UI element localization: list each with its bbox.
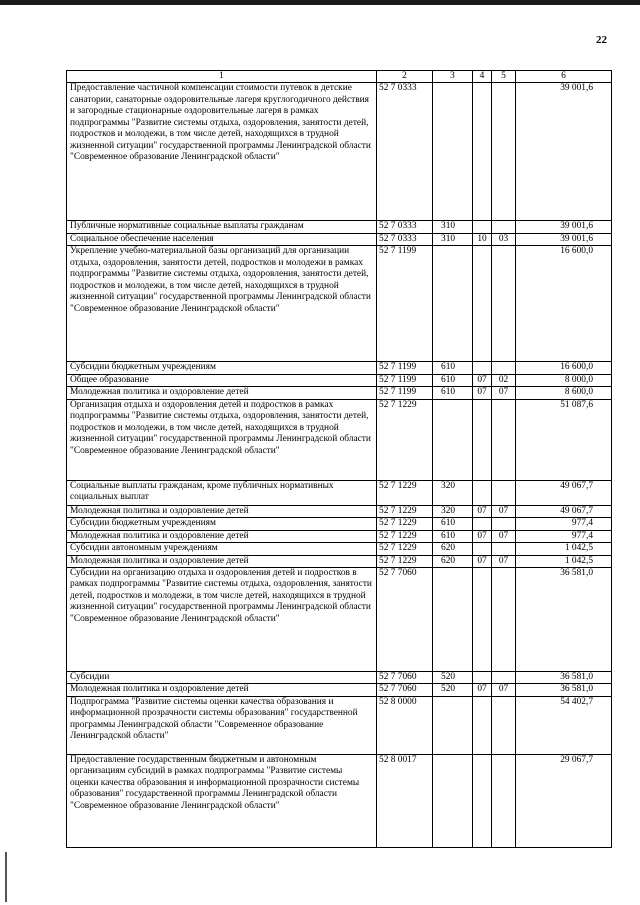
row-code-cell: 52 7 0333 [377,221,433,233]
row-subsection-cell: 07 [492,684,516,696]
row-code-cell: 52 7 1199 [377,246,433,362]
row-expense-type-cell [433,567,473,671]
row-section-cell [473,754,492,847]
row-code-cell: 52 7 1199 [377,387,433,399]
row-amount-cell: 51 087,6 [516,399,612,480]
column-header: 4 [473,71,492,83]
row-expense-type-cell: 320 [433,480,473,505]
row-subsection-cell: 07 [492,530,516,542]
row-expense-type-cell: 310 [433,233,473,245]
table-row [67,696,612,754]
table-row [67,480,612,505]
table-row [67,684,612,696]
row-section-cell: 07 [473,530,492,542]
header-row [67,71,612,83]
row-subsection-cell [492,246,516,362]
row-subsection-cell [492,518,516,530]
row-amount-cell: 29 067,7 [516,754,612,847]
row-amount-cell: 36 581,0 [516,671,612,683]
row-name-cell: Социальное обеспечение населения [67,233,377,245]
row-name-cell: Молодежная политика и оздоровление детей [67,684,377,696]
row-amount-cell: 36 581,0 [516,567,612,671]
table-row [67,399,612,480]
table-row [67,221,612,233]
row-code-cell: 52 7 7060 [377,671,433,683]
row-section-cell: 07 [473,374,492,386]
row-expense-type-cell: 610 [433,362,473,374]
row-subsection-cell [492,543,516,555]
row-expense-type-cell: 620 [433,555,473,567]
row-subsection-cell [492,221,516,233]
column-header: 3 [433,71,473,83]
row-name-cell: Молодежная политика и оздоровление детей [67,387,377,399]
table-row [67,387,612,399]
table-row [67,530,612,542]
row-subsection-cell [492,399,516,480]
row-name-cell: Организация отдыха и оздоровления детей и подростков в рамках подпрограммы "Развитие системы отдыха, оздоровления, занятости детей, подростков и молодежи, в том числе детей, находящихся в трудной жизненной ситуации" государственной программы Ленинградской области "Современное образование Ленинградской области" [67,399,377,480]
row-amount-cell: 16 600,0 [516,362,612,374]
scan-top-border [0,0,640,5]
table-row [67,518,612,530]
row-name-cell: Молодежная политика и оздоровление детей [67,530,377,542]
row-name-cell: Субсидии бюджетным учреждениям [67,362,377,374]
row-section-cell: 07 [473,555,492,567]
row-amount-cell: 977,4 [516,518,612,530]
row-amount-cell: 8 000,0 [516,374,612,386]
table-row [67,362,612,374]
row-name-cell: Субсидии автономным учреждениям [67,543,377,555]
row-subsection-cell: 03 [492,233,516,245]
row-expense-type-cell [433,754,473,847]
row-code-cell: 52 8 0017 [377,754,433,847]
table-row [67,246,612,362]
column-header: 5 [492,71,516,83]
column-header: 2 [377,71,433,83]
table-row [67,543,612,555]
scan-left-edge-mark [5,852,7,902]
row-section-cell: 07 [473,684,492,696]
row-expense-type-cell: 310 [433,221,473,233]
row-name-cell: Субсидии на организацию отдыха и оздоровления детей и подростков в рамках подпрограммы "Развитие системы отдыха, оздоровления, занятости детей, подростков и молодежи, в том числе детей, находящихся в трудной жизненной ситуации" государственной программы Ленинградской области "Современное образование Ленинградской области" [67,567,377,671]
table-row [67,233,612,245]
row-section-cell [473,518,492,530]
row-section-cell: 10 [473,233,492,245]
row-code-cell: 52 7 1229 [377,530,433,542]
row-expense-type-cell [433,83,473,221]
row-expense-type-cell: 620 [433,543,473,555]
row-name-cell: Подпрограмма "Развитие системы оценки качества образования и информационной прозрачности системы образования" государственной программы Ленинградской области "Современное образование Ленинградской области" [67,696,377,754]
row-name-cell: Субсидии бюджетным учреждениям [67,518,377,530]
row-name-cell: Социальные выплаты гражданам, кроме публичных нормативных социальных выплат [67,480,377,505]
column-header: 6 [516,71,612,83]
row-expense-type-cell [433,696,473,754]
row-expense-type-cell [433,399,473,480]
row-expense-type-cell [433,246,473,362]
row-amount-cell: 8 600,0 [516,387,612,399]
row-expense-type-cell: 610 [433,518,473,530]
row-section-cell [473,399,492,480]
table-row [67,505,612,517]
row-expense-type-cell: 610 [433,387,473,399]
row-expense-type-cell: 320 [433,505,473,517]
row-section-cell [473,671,492,683]
row-section-cell [473,543,492,555]
row-amount-cell: 1 042,5 [516,555,612,567]
row-name-cell: Предоставление государственным бюджетным и автономным организациям субсидий в рамках подпрограммы "Развитие системы оценки качества образования и информационной прозрачности системы образования" государственной программы Ленинградской области "Современное образование Ленинградской области" [67,754,377,847]
row-expense-type-cell: 520 [433,671,473,683]
row-code-cell: 52 7 1229 [377,518,433,530]
row-subsection-cell [492,83,516,221]
row-section-cell [473,567,492,671]
row-subsection-cell [492,567,516,671]
row-code-cell: 52 8 0000 [377,696,433,754]
table-row [67,555,612,567]
row-section-cell [473,362,492,374]
row-name-cell: Молодежная политика и оздоровление детей [67,555,377,567]
row-code-cell: 52 7 0333 [377,83,433,221]
row-code-cell: 52 7 1229 [377,555,433,567]
row-code-cell: 52 7 0333 [377,233,433,245]
page-number: 22 [596,34,607,46]
row-subsection-cell: 07 [492,505,516,517]
row-name-cell: Публичные нормативные социальные выплаты гражданам [67,221,377,233]
row-amount-cell: 49 067,7 [516,480,612,505]
row-name-cell: Укрепление учебно-материальной базы организаций для организации отдыха, оздоровления, занятости детей, подростков и молодежи в рамках подпрограммы "Развитие системы отдыха, оздоровления, занятости детей, подростков и молодежи, в том числе детей, находящихся в трудной жизненной ситуации" государственной программы Ленинградской области "Современное образование Ленинградской области" [67,246,377,362]
row-section-cell [473,83,492,221]
row-code-cell: 52 7 1199 [377,362,433,374]
row-section-cell: 07 [473,387,492,399]
table-row [67,754,612,847]
row-subsection-cell: 07 [492,387,516,399]
row-amount-cell: 54 402,7 [516,696,612,754]
table-row [67,83,612,221]
row-subsection-cell [492,671,516,683]
row-code-cell: 52 7 1199 [377,374,433,386]
row-section-cell [473,246,492,362]
column-header: 1 [67,71,377,83]
row-section-cell: 07 [473,505,492,517]
row-subsection-cell [492,696,516,754]
row-name-cell: Субсидии [67,671,377,683]
row-subsection-cell: 07 [492,555,516,567]
row-subsection-cell: 02 [492,374,516,386]
table-row [67,374,612,386]
row-name-cell: Молодежная политика и оздоровление детей [67,505,377,517]
row-section-cell [473,480,492,505]
row-amount-cell: 39 001,6 [516,83,612,221]
row-amount-cell: 39 001,6 [516,233,612,245]
row-expense-type-cell: 520 [433,684,473,696]
table-row [67,671,612,683]
row-section-cell [473,221,492,233]
table-row [67,567,612,671]
row-subsection-cell [492,362,516,374]
row-amount-cell: 16 600,0 [516,246,612,362]
row-code-cell: 52 7 1229 [377,505,433,517]
row-amount-cell: 36 581,0 [516,684,612,696]
row-code-cell: 52 7 1229 [377,543,433,555]
row-expense-type-cell: 610 [433,530,473,542]
row-subsection-cell [492,754,516,847]
budget-table [66,70,612,848]
row-expense-type-cell: 610 [433,374,473,386]
row-amount-cell: 1 042,5 [516,543,612,555]
row-name-cell: Общее образование [67,374,377,386]
row-amount-cell: 49 067,7 [516,505,612,517]
row-name-cell: Предоставление частичной компенсации стоимости путевок в детские санатории, санаторные оздоровительные лагеря круглогодичного действия и загородные стационарные оздоровительные лагеря в рамках подпрограммы "Развитие системы отдыха, оздоровления, занятости детей, подростков и молодежи, в том числе детей, находящихся в трудной жизненной ситуации" государственной программы Ленинградской области "Современное образование Ленинградской области" [67,83,377,221]
row-amount-cell: 39 001,6 [516,221,612,233]
row-subsection-cell [492,480,516,505]
row-code-cell: 52 7 7060 [377,567,433,671]
row-section-cell [473,696,492,754]
row-amount-cell: 977,4 [516,530,612,542]
row-code-cell: 52 7 7060 [377,684,433,696]
row-code-cell: 52 7 1229 [377,480,433,505]
row-code-cell: 52 7 1229 [377,399,433,480]
